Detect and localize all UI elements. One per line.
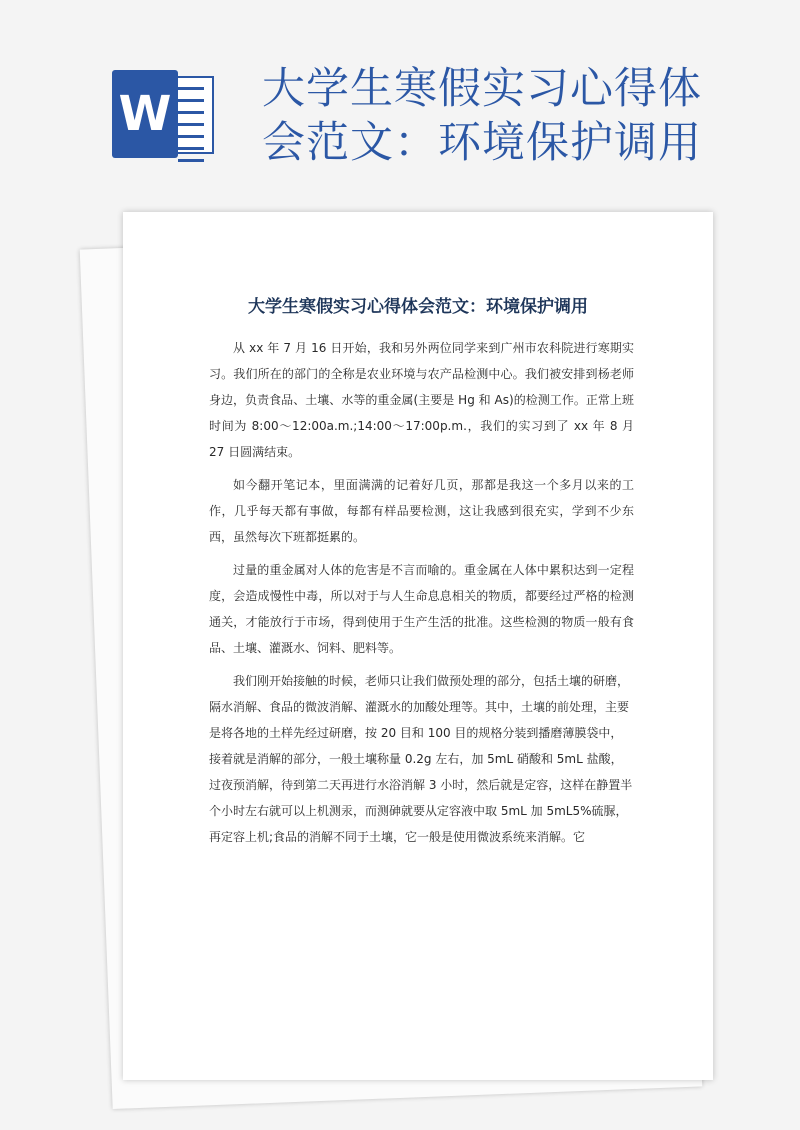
page-title: 大学生寒假实习心得体会范文：环境保护调用 — [262, 64, 702, 168]
document-body — [209, 335, 634, 857]
document-page — [123, 212, 713, 1080]
paragraph: 如今翻开笔记本，里面满满的记着好几页，那都是我这一个多月以来的工作，几乎每天都有事做，每都有样品要检测，这让我感到很充实，学到不少东西，虽然每次下班都挺累的。 — [209, 478, 634, 544]
paragraph: 过量的重金属对人体的危害是不言而喻的。重金属在人体中累积达到一定程度，会造成慢性中毒，所以对于与人生命息息相关的物质，都要经过严格的检测通关，才能放行于市场，得到使用于生产生活的批准。这些检测的物质一般有食品、土壤、灌溉水、饲料、肥料等。 — [209, 563, 634, 655]
word-document-icon — [112, 70, 214, 158]
word-letter-badge: W — [112, 70, 178, 158]
document-title: 大学生寒假实习心得体会范文：环境保护调用 — [248, 297, 588, 317]
paragraph: 我们刚开始接触的时候，老师只让我们做预处理的部分，包括土壤的研磨，隔水消解、食品的微波消解、灌溉水的加酸处理等。其中，土壤的前处理，主要是将各地的土样先经过研磨，按 20 目和 100 目的规格分装到播磨薄膜袋中，接着就是消解的部分，一般土壤称量 0.2g 左右，加 5mL 硝酸和 5mL 盐酸，过夜预消解，待到第二天再进行水浴消解 3 小时，然后就是定容，这样在静置半个小时左右就可以上机测汞，而测砷就要从定容液中取 5mL 加 5mL5%硫脲，再定容上机;食品的消解不同于土壤，它一般是使用微波系统来消解。它 — [209, 674, 633, 844]
paragraph: 从 xx 年 7 月 16 日开始，我和另外两位同学来到广州市农科院进行寒期实习。我们所在的部门的全称是农业环境与农产品检测中心。我们被安排到杨老师身边，负责食品、土壤、水等的重金属(主要是 Hg 和 As)的检测工作。正常上班时间为 8:00～12:00a.m.;14:00～17:00p.m.，我们的实习到了 xx 年 8 月 27 日圆满结束。 — [209, 341, 634, 459]
